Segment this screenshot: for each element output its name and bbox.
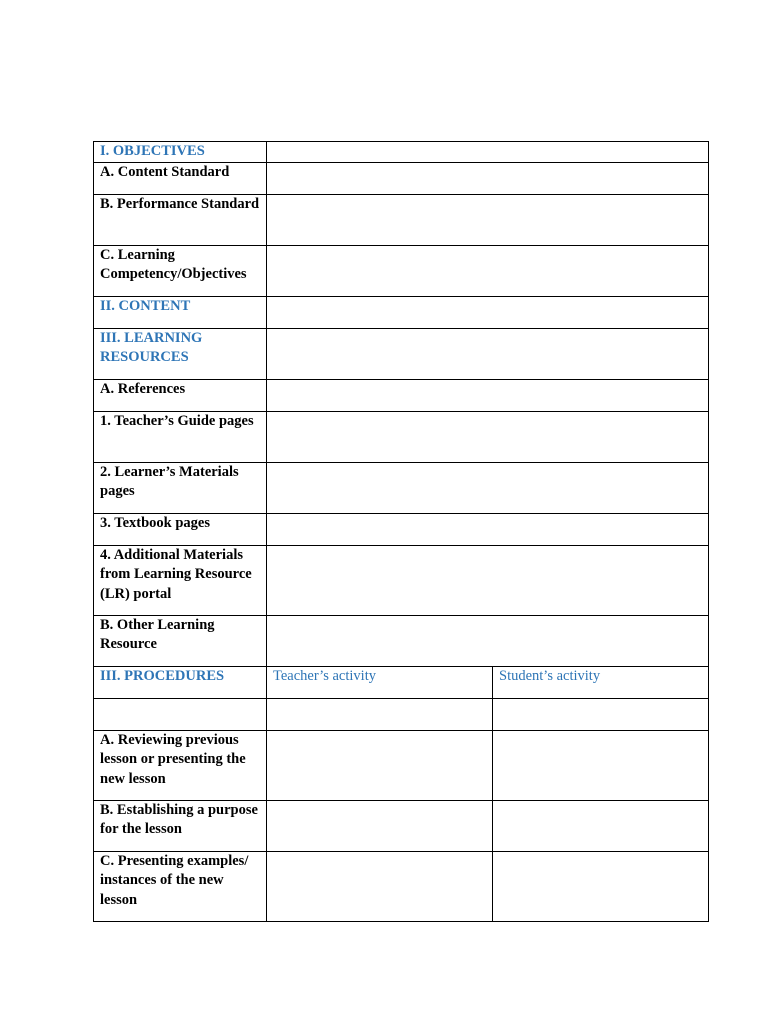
content-standard-label: A. Content Standard bbox=[94, 162, 267, 194]
blank-student bbox=[493, 698, 709, 730]
learners-materials-label: 2. Learner’s Materials pages bbox=[94, 462, 267, 513]
row-learners-materials bbox=[94, 462, 709, 513]
row-content-standard bbox=[94, 162, 709, 194]
reviewing-teacher bbox=[267, 730, 493, 800]
row-learning-competency bbox=[94, 245, 709, 296]
row-textbook bbox=[94, 513, 709, 545]
blank-teacher bbox=[267, 698, 493, 730]
establishing-teacher bbox=[267, 800, 493, 851]
textbook-value bbox=[267, 513, 709, 545]
references-label: A. References bbox=[94, 379, 267, 411]
textbook-label: 3. Textbook pages bbox=[94, 513, 267, 545]
student-activity-header: Student’s activity bbox=[493, 666, 709, 698]
additional-materials-value bbox=[267, 545, 709, 615]
performance-standard-value bbox=[267, 194, 709, 245]
learning-competency-value bbox=[267, 245, 709, 296]
row-other-resource bbox=[94, 615, 709, 666]
content-standard-value bbox=[267, 162, 709, 194]
content-value bbox=[267, 296, 709, 328]
row-teachers-guide bbox=[94, 411, 709, 462]
objectives-heading: I. OBJECTIVES bbox=[94, 142, 267, 163]
establishing-label: B. Establishing a purpose for the lesson bbox=[94, 800, 267, 851]
presenting-student bbox=[493, 851, 709, 921]
learning-competency-label: C. Learning Competency/Objectives bbox=[94, 245, 267, 296]
lesson-plan-table bbox=[93, 141, 709, 922]
procedures-heading: III. PROCEDURES bbox=[94, 666, 267, 698]
learning-resources-value bbox=[267, 328, 709, 379]
establishing-student bbox=[493, 800, 709, 851]
row-references bbox=[94, 379, 709, 411]
row-procedures bbox=[94, 666, 709, 698]
row-reviewing bbox=[94, 730, 709, 800]
references-value bbox=[267, 379, 709, 411]
other-resource-label: B. Other Learning Resource bbox=[94, 615, 267, 666]
presenting-teacher bbox=[267, 851, 493, 921]
row-learning-resources bbox=[94, 328, 709, 379]
row-performance-standard bbox=[94, 194, 709, 245]
additional-materials-label: 4. Additional Materials from Learning Resource (LR) portal bbox=[94, 545, 267, 615]
teacher-activity-header: Teacher’s activity bbox=[267, 666, 493, 698]
performance-standard-label: B. Performance Standard bbox=[94, 194, 267, 245]
row-blank bbox=[94, 698, 709, 730]
row-objectives bbox=[94, 142, 709, 163]
row-content bbox=[94, 296, 709, 328]
content-heading: II. CONTENT bbox=[94, 296, 267, 328]
reviewing-label: A. Reviewing previous lesson or presenting the new lesson bbox=[94, 730, 267, 800]
teachers-guide-label: 1. Teacher’s Guide pages bbox=[94, 411, 267, 462]
presenting-label: C. Presenting examples/ instances of the new lesson bbox=[94, 851, 267, 921]
row-establishing bbox=[94, 800, 709, 851]
objectives-value bbox=[267, 142, 709, 163]
row-additional-materials bbox=[94, 545, 709, 615]
row-presenting bbox=[94, 851, 709, 921]
learners-materials-value bbox=[267, 462, 709, 513]
reviewing-student bbox=[493, 730, 709, 800]
other-resource-value bbox=[267, 615, 709, 666]
blank-label bbox=[94, 698, 267, 730]
learning-resources-heading: III. LEARNING RESOURCES bbox=[94, 328, 267, 379]
teachers-guide-value bbox=[267, 411, 709, 462]
